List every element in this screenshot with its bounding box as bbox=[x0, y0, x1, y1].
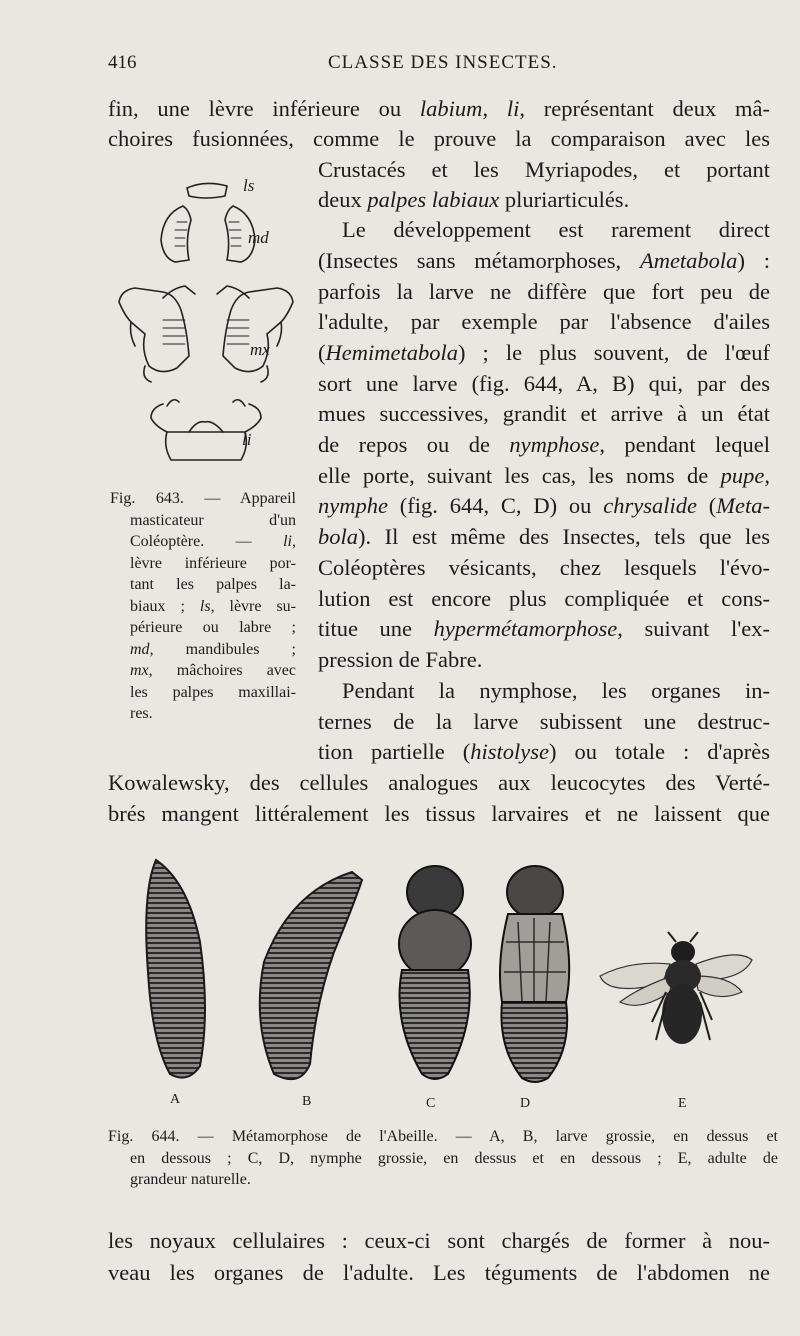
text-line: sort une larve (fig. 644, A, B) qui, par des bbox=[318, 371, 770, 396]
text-line: (Hemimetabola) ; le plus souvent, de l'œuf bbox=[318, 340, 770, 365]
text-line: brés mangent littéralement les tissus larvaires et ne laissent que bbox=[108, 801, 770, 826]
fig643-caption: Fig. 643. — Appareil masticateur d'un Coléoptère. — li, lèvre inférieure por- tant les palpes la- biaux ; ls, lèvre su- périeure ou labre ; md, mandibules ; mx, mâchoires avec les palpes maxillai- res. bbox=[110, 490, 296, 722]
adult-bee bbox=[600, 932, 752, 1044]
label-d: D bbox=[520, 1096, 531, 1111]
running-title: CLASSE DES INSECTES. bbox=[328, 52, 558, 73]
text-line: Coléoptères vésicants, chez lesquels l'évo- bbox=[318, 555, 770, 580]
text-line: Kowalewsky, des cellules analogues aux leucocytes des Verté- bbox=[108, 770, 770, 795]
text-line: lution est encore plus compliquée et cons- bbox=[318, 586, 770, 611]
label-a: A bbox=[170, 1092, 181, 1107]
running-header bbox=[108, 52, 770, 82]
label-li: li bbox=[242, 430, 252, 449]
text-line: mues successives, grandit et arrive à un état bbox=[318, 401, 770, 426]
text-line: les noyaux cellulaires : ceux-ci sont chargés de former à nou- bbox=[108, 1228, 770, 1253]
label-c: C bbox=[426, 1096, 436, 1111]
left-maxilla-shape bbox=[119, 288, 189, 372]
labrum-shape bbox=[187, 183, 227, 198]
text-line: tion partielle (histolyse) ou totale : d'après bbox=[318, 739, 770, 764]
fig644-metamorphosis-illustration bbox=[130, 852, 770, 1092]
page-number: 416 bbox=[108, 52, 137, 73]
larva-top-view bbox=[146, 860, 205, 1078]
label-e: E bbox=[678, 1096, 687, 1111]
text-line: ternes de la larve subissent une destruc- bbox=[318, 709, 770, 734]
labium-shape bbox=[151, 404, 261, 432]
label-b: B bbox=[302, 1094, 312, 1109]
label-ls: ls bbox=[243, 176, 255, 195]
text-line: (Insectes sans métamorphoses, Ametabola) : bbox=[318, 248, 770, 273]
left-mandible-shape bbox=[161, 206, 191, 262]
text-line: bola). Il est même des Insectes, tels que les bbox=[318, 524, 770, 549]
larva-bottom-view bbox=[260, 872, 362, 1079]
label-mx: mx bbox=[250, 340, 270, 359]
pupa-top-view bbox=[399, 866, 471, 1079]
text-line: fin, une lèvre inférieure ou labium, li, représentant deux mâ- bbox=[108, 96, 770, 121]
text-line: l'adulte, par exemple par l'absence d'ailes bbox=[318, 309, 770, 334]
text-line: Pendant la nymphose, les organes in- bbox=[342, 678, 770, 703]
text-line: Crustacés et les Myriapodes, et portant bbox=[318, 157, 770, 182]
text-line: elle porte, suivant les cas, les noms de pupe, bbox=[318, 463, 770, 488]
text-line: Le développement est rarement direct bbox=[342, 217, 770, 242]
text-line: choires fusionnées, comme le prouve la comparaison avec les bbox=[108, 126, 770, 151]
text-line: de repos ou de nymphose, pendant lequel bbox=[318, 432, 770, 457]
text-line: titue une hypermétamorphose, suivant l'ex- bbox=[318, 616, 771, 641]
text-line: pression de Fabre. bbox=[318, 647, 483, 672]
label-md: md bbox=[248, 228, 269, 247]
text-line: nymphe (fig. 644, C, D) ou chrysalide (Meta- bbox=[318, 493, 770, 518]
pupa-bottom-view bbox=[500, 866, 569, 1082]
text-line: deux palpes labiaux pluriarticulés. bbox=[318, 187, 630, 212]
fig643-mouthparts-illustration bbox=[105, 170, 305, 470]
text-line: parfois la larve ne diffère que fort peu de bbox=[318, 279, 770, 304]
text-line: veau les organes de l'adulte. Les téguments de l'abdomen ne bbox=[108, 1260, 770, 1285]
fig644-caption: Fig. 644. — Métamorphose de l'Abeille. — A, B, larve grossie, en dessus et en dessous ; C, D, nymphe grossie, en dessus et en dessous ; E, adulte de grandeur naturelle. bbox=[108, 1128, 778, 1188]
